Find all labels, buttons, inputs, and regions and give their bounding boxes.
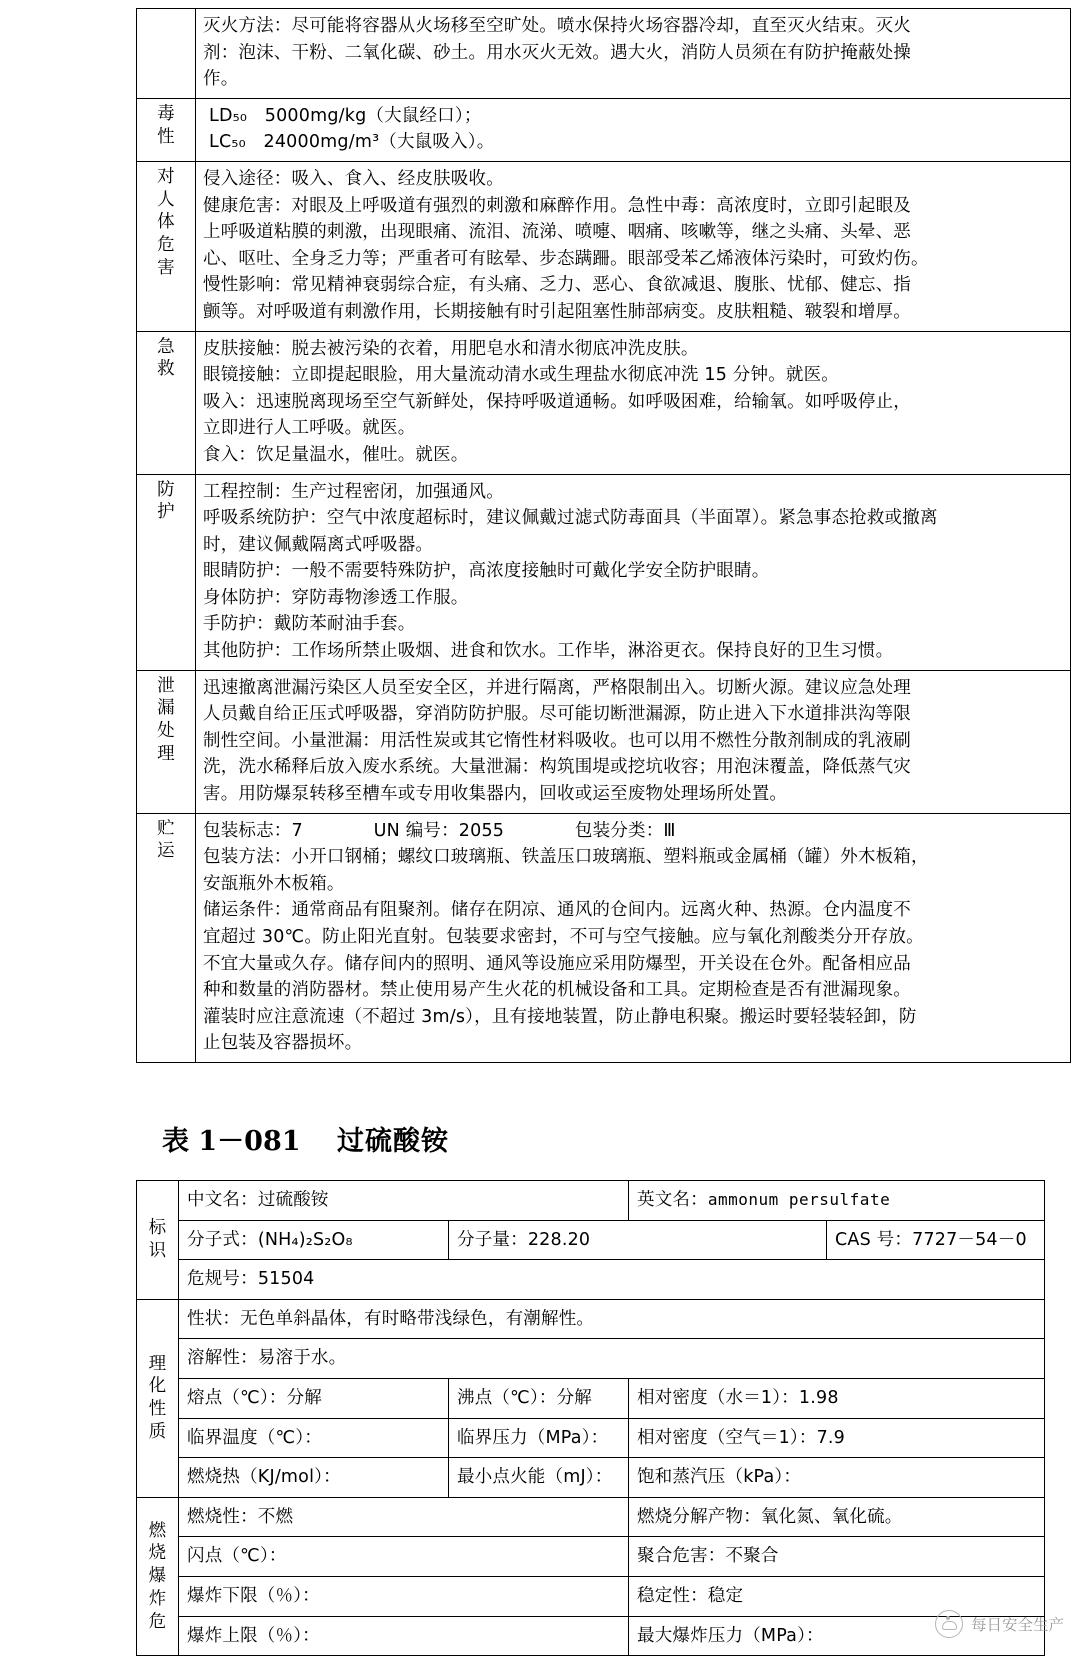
cell-upper-explosion-limit: 爆炸上限（％）： (179, 1616, 629, 1656)
text-line: 其他防护：工作场所禁止吸烟、进食和饮水。工作毕，淋浴更衣。保持良好的卫生习惯。 (203, 641, 894, 662)
table-row (137, 813, 1071, 1062)
text-line: 颤等。对呼吸道有刺激作用，长期接触有时引起阻塞性肺部病变。皮肤粗糙、皲裂和增厚。 (203, 301, 911, 322)
text-line: 剂：泡沫、干粉、二氧化碳、砂土。用水灭火无效。遇大火，消防人员须在有防护掩蔽处操 (203, 42, 911, 63)
text-line: 人员戴自给正压式呼吸器，穿消防防护服。尽可能切断泄漏源，防止进入下水道排洪沟等限 (203, 704, 911, 725)
row-label-leak-handling (137, 670, 196, 813)
table-row (137, 670, 1071, 813)
section-name: 过硫酸铵 (336, 1125, 449, 1157)
row-body-toxicity (196, 98, 1071, 161)
text-line: 手防护：戴防苯耐油手套。 (203, 614, 416, 635)
cell-danger-number (179, 1260, 1045, 1300)
text-line: 眼睛防护：一般不需要特殊防护，高浓度接触时可戴化学安全防护眼睛。 (203, 561, 770, 582)
table-row (137, 1418, 1045, 1458)
text-line: 食入：饮足量温水，催吐。就医。 (203, 444, 469, 465)
mw-label: 分子量： (457, 1229, 528, 1250)
row-label-text: 燃烧爆炸危 (148, 1520, 167, 1632)
text-line: 慢性影响：常见精神衰弱综合症，有头痛、乏力、恶心、食欲减退、腹胀、忧郁、健忘、指 (203, 275, 911, 296)
table-row (137, 331, 1071, 474)
hazard-info-table (136, 8, 1071, 1063)
text-line: 制性空间。小量泄漏：用活性炭或其它惰性材料吸收。也可以用不燃性分散剂制成的乳液刷 (203, 730, 911, 751)
row-body-first-aid (196, 331, 1071, 474)
row-label-physical-properties (137, 1299, 179, 1497)
wechat-account-name: 每日安全生产 (970, 1616, 1064, 1635)
text-line: 皮肤接触：脱去被污染的衣着，用肥皂水和清水彻底冲洗皮肤。 (203, 338, 699, 359)
row-label-text: 泄漏处理 (157, 675, 175, 764)
document-page (0, 8, 1080, 1656)
text-line: 时，建议佩戴隔离式呼吸器。 (203, 534, 434, 555)
row-label-text: 贮运 (157, 818, 175, 862)
cell-polymerization-hazard: 聚合危害：不聚合 (629, 1537, 1045, 1577)
text-line: 灭火方法：尽可能将容器从火场移至空旷处。喷水保持火场容器冷却，直至灭火结束。灭火 (203, 16, 911, 36)
text-line: 吸入：迅速脱离现场至空气新鲜处，保持呼吸道通畅。如呼吸困难，给输氧。如呼吸停止， (203, 391, 911, 412)
table-row (137, 1537, 1045, 1577)
cas-value: 7727－54－0 (912, 1229, 1027, 1250)
row-body-leak-handling (196, 670, 1071, 813)
row-body-human-hazard (196, 161, 1071, 331)
row-label-text: 防护 (157, 479, 175, 523)
cell-formula (179, 1220, 449, 1260)
cell-critical-pressure: 临界压力（MPa）： (449, 1418, 629, 1458)
cell-relative-density-water: 相对密度（水＝1）：1.98 (629, 1378, 1045, 1418)
text-line: 种和数量的消防器材。禁止使用易产生火花的机械设备和工具。定期检查是否有泄漏现象。 (203, 980, 911, 1001)
cell-en-name (629, 1180, 1045, 1220)
table-row (137, 1458, 1045, 1498)
row-label-human-hazard (137, 161, 196, 331)
text-line: 侵入途径：吸入、食入、经皮肤吸收。 (203, 168, 504, 189)
table-row (137, 161, 1071, 331)
table-row (137, 1260, 1045, 1300)
text-line: 宜超过 30℃。防止阳光直射。包装要求密封，不可与空气接触。应与氧化剂酸类分开存放。 (203, 927, 924, 947)
section-number: 表 1－081 (162, 1125, 301, 1157)
formula-value: (NH₄)₂S₂O₈ (257, 1229, 353, 1250)
text-line: 工程控制：生产过程密闭，加强通风。 (203, 481, 504, 502)
danger-no-value: 51504 (257, 1269, 315, 1290)
row-label-identification (137, 1180, 179, 1299)
text-line: 眼镜接触：立即提起眼脸，用大量流动清水或生理盐水彻底冲洗 15 分钟。就医。 (203, 365, 839, 386)
text-line: 健康危害：对眼及上呼吸道有强烈的刺激和麻醉作用。急性中毒：高浓度时，立即引起眼及 (203, 195, 911, 216)
text-line: LD₅₀ 5000mg/kg（大鼠经口）； (209, 105, 482, 126)
wechat-account-badge (935, 1610, 1064, 1638)
text-line: 心、呕吐、全身乏力等；严重者可有眩晕、步态蹒跚。眼部受苯乙烯液体污染时，可致灼伤。 (203, 248, 929, 269)
text-line: 不宜大量或久存。储存间内的照明、通风等设施应采用防爆型，开关设在仓外。配备相应品 (203, 953, 911, 974)
text-line: 止包装及容器损坏。 (203, 1033, 363, 1054)
text-line: 安瓿瓶外木板箱。 (203, 873, 345, 894)
cas-label: CAS 号： (835, 1229, 913, 1250)
text-line: 上呼吸道粘膜的刺激，出现眼痛、流泪、流涕、喷嚏、咽痛、咳嗽等，继之头痛、头晕、恶 (203, 222, 911, 243)
text-line: 包装标志：7 UN 编号：2055 包装分类：Ⅲ (203, 820, 676, 841)
text-line: 作。 (203, 69, 239, 90)
cell-max-explosion-pressure: 最大爆炸压力（MPa）： (629, 1616, 1045, 1656)
cell-lower-explosion-limit: 爆炸下限（％）： (179, 1576, 629, 1616)
text-line: 害。用防爆泵转移至槽车或专用收集器内，回收或运至废物处理场所处置。 (203, 784, 788, 805)
cell-relative-density-air: 相对密度（空气＝1）：7.9 (629, 1418, 1045, 1458)
table-row (137, 1576, 1045, 1616)
text-line: 储运条件：通常商品有阻聚剂。储存在阴凉、通风的仓间内。远离火种、热源。仓内温度不 (203, 900, 911, 921)
table-row (137, 1378, 1045, 1418)
table-row (137, 1299, 1045, 1339)
cell-flash-point: 闪点（℃）： (179, 1537, 629, 1577)
cell-flammability: 燃烧性：不燃 (179, 1497, 629, 1537)
row-label-first-aid (137, 331, 196, 474)
cell-min-ignition-energy: 最小点火能（mJ）： (449, 1458, 629, 1498)
table-row (137, 474, 1071, 670)
section-heading (162, 1119, 1080, 1158)
row-label-text: 毒性 (157, 103, 175, 147)
row-body-storage-transport (196, 813, 1071, 1062)
cell-combustion-heat: 燃烧热（KJ/mol）： (179, 1458, 449, 1498)
row-label-storage-transport (137, 813, 196, 1062)
text-line: 洗，洗水稀释后放入废水系统。大量泄漏：构筑围堤或挖坑收容；用泡沫覆盖，降低蒸气灾 (203, 757, 911, 778)
substance-identification-table (136, 1180, 1045, 1656)
text-line: 立即进行人工呼吸。就医。 (203, 418, 416, 439)
row-label-protection (137, 474, 196, 670)
row-body-firefighting (196, 9, 1071, 99)
cell-cn-name (179, 1180, 629, 1220)
cn-name-value: 过硫酸铵 (257, 1189, 329, 1210)
row-label-toxicity (137, 98, 196, 161)
row-label-text: 急救 (157, 336, 175, 380)
en-name-label: 英文名： (637, 1189, 708, 1210)
row-label-text: 对人体危害 (157, 166, 175, 278)
table-row (137, 1616, 1045, 1656)
row-label-firefighting (137, 9, 196, 99)
table-row (137, 1497, 1045, 1537)
cell-solubility: 溶解性：易溶于水。 (179, 1339, 1045, 1379)
table-row (137, 98, 1071, 161)
danger-no-label: 危规号： (187, 1269, 258, 1290)
table-row (137, 1180, 1045, 1220)
row-label-fire-explosion (137, 1497, 179, 1655)
cell-stability: 稳定性：稳定 (629, 1576, 1045, 1616)
table-row (137, 9, 1071, 99)
text-line: 呼吸系统防护：空气中浓度超标时，建议佩戴过滤式防毒面具（半面罩）。紧急事态抢救或撤离 (203, 508, 938, 529)
cn-name-label: 中文名： (187, 1189, 258, 1210)
mw-value: 228.20 (527, 1229, 591, 1250)
wechat-account-icon (935, 1610, 963, 1638)
table-row (137, 1339, 1045, 1379)
text-line: 迅速撤离泄漏污染区人员至安全区，并进行隔离，严格限制出入。切断火源。建议应急处理 (203, 677, 911, 698)
text-line: 身体防护：穿防毒物渗透工作服。 (203, 587, 469, 608)
cell-boiling-point: 沸点（℃）：分解 (449, 1378, 629, 1418)
row-body-protection (196, 474, 1071, 670)
row-label-text: 标识 (148, 1218, 167, 1261)
text-line: LC₅₀ 24000mg/m³（大鼠吸入）。 (209, 132, 495, 153)
cell-molecular-weight (449, 1220, 827, 1260)
en-name-value: ammonum persulfate (707, 1189, 891, 1209)
cell-appearance: 性状：无色单斜晶体，有时略带浅绿色，有潮解性。 (179, 1299, 1045, 1339)
table-row (137, 1220, 1045, 1260)
cell-decomposition-products: 燃烧分解产物：氧化氮、氧化硫。 (629, 1497, 1045, 1537)
cell-melting-point: 熔点（℃）：分解 (179, 1378, 449, 1418)
formula-label: 分子式： (187, 1229, 258, 1250)
row-label-text: 理化性质 (148, 1353, 167, 1442)
cell-cas-number (827, 1220, 1045, 1260)
text-line: 包装方法：小开口钢桶；螺纹口玻璃瓶、铁盖压口玻璃瓶、塑料瓶或金属桶（罐）外木板箱， (203, 847, 929, 868)
text-line: 灌装时应注意流速（不超过 3m/s），且有接地装置，防止静电积聚。搬运时要轻装轻卸，防 (203, 1006, 917, 1027)
cell-saturated-vapor-pressure: 饱和蒸汽压（kPa）： (629, 1458, 1045, 1498)
cell-critical-temperature: 临界温度（℃）： (179, 1418, 449, 1458)
